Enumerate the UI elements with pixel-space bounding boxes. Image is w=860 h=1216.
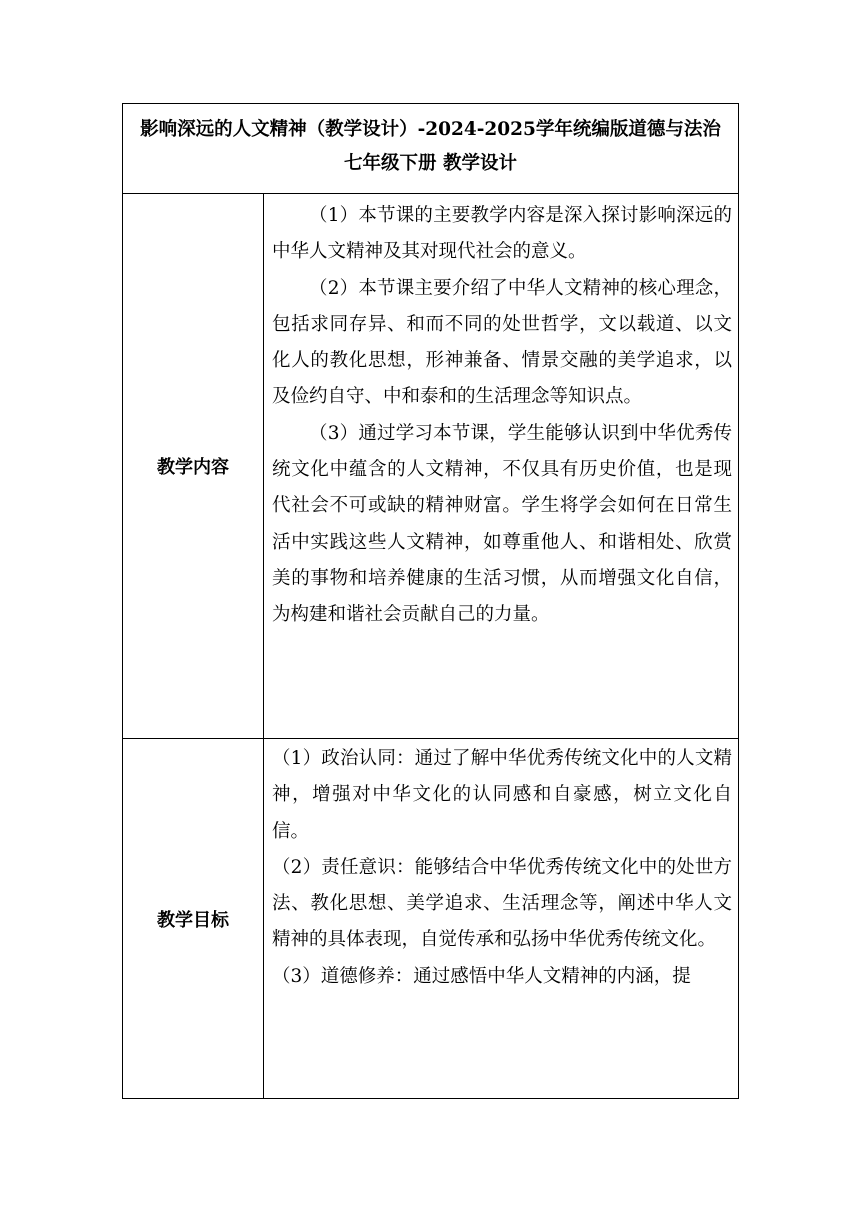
paragraph: （3）通过学习本节课，学生能够认识到中华优秀传统文化中蕴含的人文精神，不仅具有历史价值，也是现代社会不可或缺的精神财富。学生将学会如何在日常生活中实践这些人文精神，如尊重他人、和谐相处、欣赏美的事物和培养健康的生活习惯，从而增强文化自信，为构建和谐社会贡献自己的力量。	[272, 422, 732, 626]
section-body	[264, 194, 739, 739]
section-body	[264, 739, 739, 1099]
section-label: 教学目标	[123, 739, 264, 1099]
title-row	[123, 104, 739, 194]
paragraph: （3）道德修养：通过感悟中华人文精神的内涵，提	[272, 965, 691, 987]
paragraph: （2）本节课主要介绍了中华人文精神的核心理念，包括求同存异、和而不同的处世哲学，文以载道、以文化人的教化思想，形神兼备、情景交融的美学追求，以及俭约自守、中和泰和的生活理念等知识点。	[272, 277, 732, 408]
document-title	[123, 104, 739, 194]
lesson-plan-table	[122, 103, 739, 1099]
paragraph: （1）政治认同：通过了解中华优秀传统文化中的人文精神，增强对中华文化的认同感和自豪感，树立文化自信。	[272, 748, 732, 842]
paragraph: （2）责任意识：能够结合中华优秀传统文化中的处世方法、教化思想、美学追求、生活理念等，阐述中华人文精神的具体表现，自觉传承和弘扬中华优秀传统文化。	[272, 856, 732, 951]
paragraph: （1）本节课的主要教学内容是深入探讨影响深远的中华人文精神及其对现代社会的意义。	[272, 205, 732, 263]
title-line-1: 影响深远的人文精神（教学设计）-2024-2025学年统编版道德与法治	[140, 119, 721, 140]
section-row-teaching-goals	[123, 739, 739, 1099]
section-row-teaching-content	[123, 194, 739, 739]
title-line-2: 七年级下册 教学设计	[344, 153, 517, 174]
section-label: 教学内容	[123, 194, 264, 739]
